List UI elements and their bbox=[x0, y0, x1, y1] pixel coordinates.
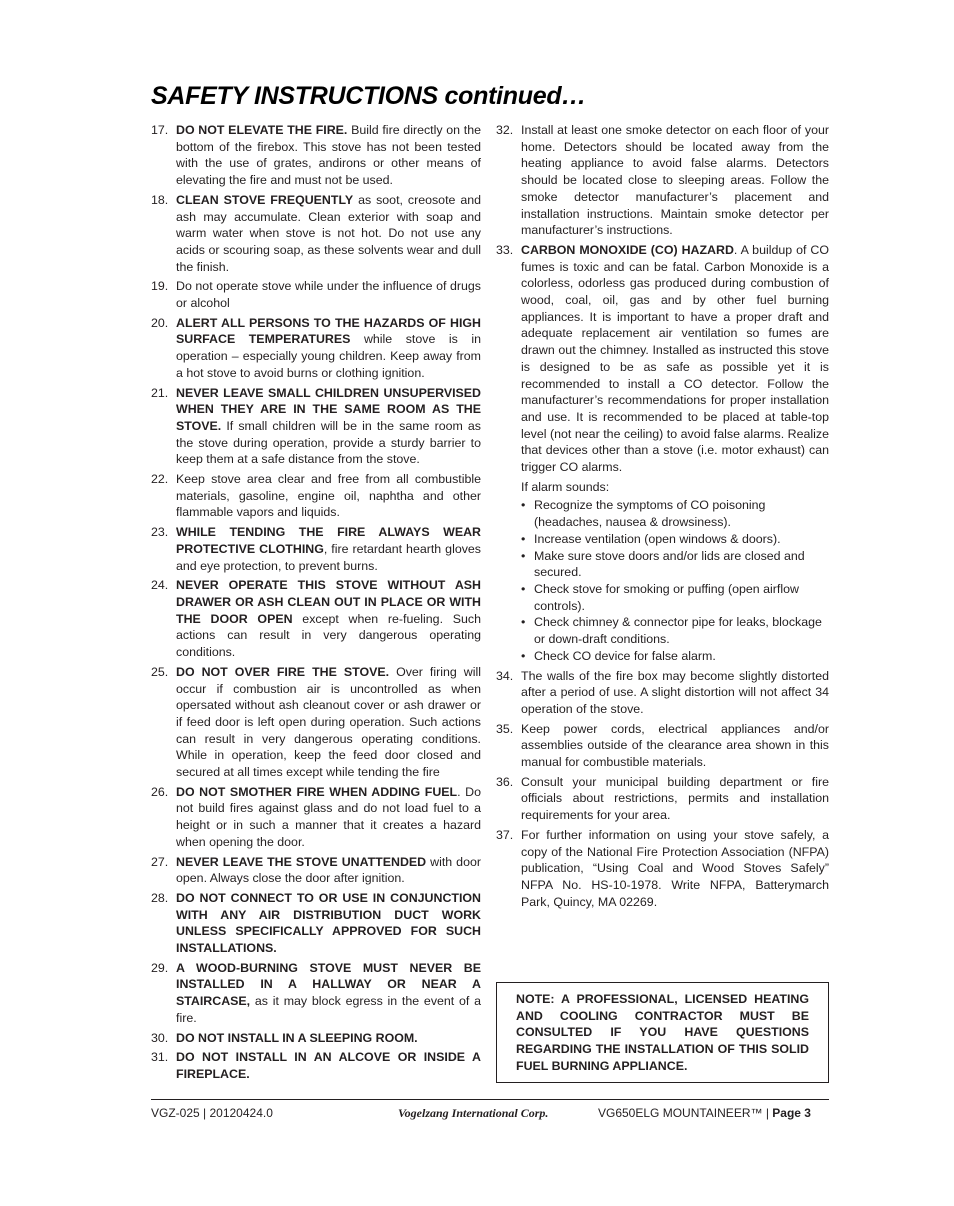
footer-doc-code: VGZ-025 | 20120424.0 bbox=[151, 1106, 273, 1120]
item-bold-heading: NEVER OPERATE THIS STOVE WITHOUT ASH DRAWER OR ASH CLEAN OUT IN PLACE OR WITH THE DOOR OPEN bbox=[176, 578, 481, 626]
safety-item bbox=[151, 471, 481, 521]
contractor-note-box: NOTE: A PROFESSIONAL, LICENSED HEATING AND COOLING CONTRACTOR MUST BE CONSULTED IF YOU HAVE QUESTIONS REGARDING THE INSTALLATION OF THIS SOLID FUEL BURNING APPLIANCE. bbox=[496, 982, 829, 1083]
safety-item bbox=[151, 960, 481, 1027]
safety-item bbox=[151, 577, 481, 661]
item-text bbox=[176, 890, 481, 957]
bullet-text: Check CO device for false alarm. bbox=[534, 648, 716, 663]
alarm-bullet-list bbox=[496, 497, 829, 664]
safety-item bbox=[151, 1030, 481, 1047]
safety-item bbox=[496, 827, 829, 911]
item-bold-heading: CARBON MONOXIDE (CO) HAZARD bbox=[521, 242, 734, 257]
item-body: Over firing will occur if combustion air is uncontrolled as when opersated without ash cleanout cover or ash drawer or if feed door is left open during operation. Such actions can result in very dangerous operating conditions. While in operation, keep the feed door closed and secured at all times except while tending the fire bbox=[176, 664, 481, 780]
safety-item bbox=[151, 192, 481, 276]
item-text bbox=[176, 385, 481, 469]
item-text bbox=[176, 784, 481, 851]
item-number: 24. bbox=[151, 578, 169, 593]
footer-page-number: Page 3 bbox=[772, 1106, 811, 1120]
item-body: Consult your municipal building department or fire officials about restrictions, permits and installation requirements for your area. bbox=[521, 774, 829, 823]
item-text bbox=[521, 721, 829, 771]
item-text bbox=[521, 668, 829, 718]
item-body: while stove is in operation – especially young children. Keep away from a hot stove to avoid burns or clothing ignition. bbox=[176, 332, 481, 380]
item-number: 17. bbox=[151, 123, 169, 137]
alarm-bullet-item bbox=[496, 531, 829, 548]
footer-product-name: VG650ELG MOUNTAINEER™ | bbox=[598, 1106, 773, 1120]
item-number: 27. bbox=[151, 854, 169, 869]
bullet-dot-icon: • bbox=[521, 548, 526, 563]
item-text bbox=[176, 122, 481, 189]
alarm-bullet-item bbox=[496, 581, 829, 614]
item-body: . Do not build fires against glass and do not load fuel to a height or in such a manner that it creates a hazard when opening the door. bbox=[176, 784, 481, 849]
item-text bbox=[176, 315, 481, 382]
item-bold-heading: ALERT ALL PERSONS TO THE HAZARDS OF HIGH SURFACE TEMPERATURES bbox=[176, 315, 481, 347]
item-text bbox=[176, 664, 481, 781]
safety-item bbox=[151, 385, 481, 469]
item-body: The walls of the fire box may become slightly distorted after a period of use. A slight distortion will not affect 34 operation of the stove. bbox=[521, 668, 829, 716]
item-body: Keep stove area clear and free from all combustible materials, gasoline, engine oil, naphtha and other flammable vapors and liquids. bbox=[176, 472, 481, 520]
safety-item bbox=[496, 242, 829, 476]
item-number: 36. bbox=[496, 774, 514, 789]
item-bold-heading: WHILE TENDING THE FIRE ALWAYS WEAR PROTECTIVE CLOTHING bbox=[176, 525, 481, 556]
item-body: Build fire directly on the bottom of the firebox. This stove has not been tested with the use of grates, andirons or other means of elevating the fire and must not be used. bbox=[176, 123, 481, 188]
item-text bbox=[176, 278, 481, 311]
safety-item bbox=[496, 774, 829, 824]
safety-item bbox=[151, 524, 481, 574]
alarm-bullet-item bbox=[496, 648, 829, 665]
item-text bbox=[521, 827, 829, 911]
item-bold-heading: NEVER LEAVE THE STOVE UNATTENDED bbox=[176, 854, 427, 869]
safety-item bbox=[151, 784, 481, 851]
item-number: 28. bbox=[151, 890, 169, 905]
item-bold-heading: DO NOT OVER FIRE THE STOVE. bbox=[176, 664, 390, 679]
item-body: Do not operate stove while under the influence of drugs or alcohol bbox=[176, 279, 481, 311]
safety-item bbox=[151, 854, 481, 887]
bullet-dot-icon: • bbox=[521, 531, 526, 546]
bullet-text: Make sure stove doors and/or lids are closed and secured. bbox=[534, 548, 805, 580]
item-bold-heading: DO NOT SMOTHER FIRE WHEN ADDING FUEL bbox=[176, 784, 458, 799]
item-bold-heading: A WOOD-BURNING STOVE MUST NEVER BE INSTALLED IN A HALLWAY OR NEAR A STAIRCASE, bbox=[176, 960, 481, 1009]
item-text bbox=[176, 960, 481, 1027]
footer-divider bbox=[151, 1099, 829, 1100]
item-bold-heading: DO NOT INSTALL IN A SLEEPING ROOM. bbox=[176, 1030, 418, 1045]
item-number: 30. bbox=[151, 1030, 169, 1045]
item-text bbox=[176, 471, 481, 521]
item-number: 35. bbox=[496, 721, 514, 736]
page-title: SAFETY INSTRUCTIONS continued… bbox=[151, 82, 586, 110]
item-number: 21. bbox=[151, 385, 169, 400]
safety-item bbox=[496, 122, 829, 239]
item-number: 18. bbox=[151, 192, 169, 207]
item-text bbox=[176, 1030, 481, 1047]
safety-item bbox=[151, 1049, 481, 1082]
bullet-dot-icon: • bbox=[521, 498, 526, 513]
item-number: 29. bbox=[151, 960, 169, 975]
safety-item bbox=[151, 890, 481, 957]
alarm-bullet-item bbox=[496, 548, 829, 581]
bullet-dot-icon: • bbox=[521, 581, 526, 596]
item-body: with door open. Always close the door after ignition. bbox=[176, 854, 481, 886]
footer-product bbox=[598, 1106, 811, 1120]
item-body: except when re-fueling. Such actions can result in very dangerous operating conditions. bbox=[176, 611, 481, 660]
safety-item bbox=[496, 668, 829, 718]
item-body: Keep power cords, electrical appliances and/or assemblies outside of the clearance area shown in this manual for combustible materials. bbox=[521, 721, 829, 770]
item-body: as it may block egress in the event of a fire. bbox=[176, 994, 481, 1025]
item-number: 26. bbox=[151, 784, 169, 799]
safety-item bbox=[151, 278, 481, 311]
left-column bbox=[151, 122, 481, 1086]
bullet-text: Check chimney & connector pipe for leaks, blockage or down-draft conditions. bbox=[534, 615, 822, 647]
item-text bbox=[521, 122, 829, 239]
right-items-top bbox=[496, 122, 829, 476]
item-number: 34. bbox=[496, 668, 514, 683]
item-body: . A buildup of CO fumes is toxic and can be fatal. Carbon Monoxide is a colorless, odorless gas produced during combustion of wood, coal, oil, gas and by other fuel burning appliances. It is important to have a proper draft and adequate replacement air ventilation so fumes are drawn out the chimney. Installed as instructed this stove is designed to be as safe as possible yet it is recommended to install a CO detector. Follow the manufacturer’s recommendations for proper installation and use. It is recommended to be placed at table-top level (not near the ceiling) to avoid false alarms. Realize that devices other than a stove (i.e. motor exhaust) can trigger CO alarms. bbox=[521, 242, 829, 475]
item-body: If small children will be in the same room as the stove during operation, provide a sturdy barrier to keep them at a safe distance from the stove. bbox=[176, 418, 481, 467]
item-number: 25. bbox=[151, 664, 169, 679]
item-number: 19. bbox=[151, 279, 169, 294]
item-number: 32. bbox=[496, 123, 514, 137]
alarm-intro: If alarm sounds: bbox=[521, 479, 610, 494]
safety-item bbox=[151, 122, 481, 189]
item-bold-heading: NEVER LEAVE SMALL CHILDREN UNSUPERVISED WHEN THEY ARE IN THE SAME ROOM AS THE STOVE. bbox=[176, 385, 481, 433]
right-column bbox=[496, 122, 829, 913]
item-text bbox=[176, 192, 481, 276]
item-number: 31. bbox=[151, 1050, 169, 1065]
item-text bbox=[521, 774, 829, 824]
bullet-text: Increase ventilation (open windows & doors). bbox=[534, 531, 781, 546]
item-body: For further information on using your stove safely, a copy of the National Fire Protection Association (NFPA) publication, “Using Coal and Wood Stoves Safely” NFPA No. HS-10-1978. Write NFPA, Batterymarch Park, Quincy, MA 02269. bbox=[521, 827, 829, 909]
footer-company: Vogelzang International Corp. bbox=[398, 1106, 549, 1120]
item-number: 22. bbox=[151, 472, 169, 487]
right-items-bottom bbox=[496, 668, 829, 911]
safety-item bbox=[496, 721, 829, 771]
bullet-dot-icon: • bbox=[521, 615, 526, 630]
item-text bbox=[176, 1049, 481, 1082]
safety-item bbox=[151, 315, 481, 382]
safety-item bbox=[151, 664, 481, 781]
item-bold-heading: DO NOT ELEVATE THE FIRE. bbox=[176, 123, 348, 137]
item-bold-heading: CLEAN STOVE FREQUENTLY bbox=[176, 192, 354, 207]
bullet-dot-icon: • bbox=[521, 648, 526, 663]
bullet-text: Recognize the symptoms of CO poisoning (headaches, nausea & drowsiness). bbox=[534, 498, 766, 530]
item-body: , fire retardant hearth gloves and eye protection, to prevent burns. bbox=[176, 541, 481, 573]
item-text bbox=[176, 854, 481, 887]
item-text bbox=[176, 577, 481, 661]
item-number: 23. bbox=[151, 525, 169, 540]
item-text bbox=[176, 524, 481, 574]
item-bold-heading: DO NOT CONNECT TO OR USE IN CONJUNCTION WITH ANY AIR DISTRIBUTION DUCT WORK UNLESS SPECIFICALLY APPROVED FOR SUCH INSTALLATIONS. bbox=[176, 890, 481, 956]
item-number: 37. bbox=[496, 827, 514, 842]
item-number: 20. bbox=[151, 315, 169, 330]
item-body: Install at least one smoke detector on each floor of your home. Detectors should be located away from the heating appliance to avoid false alarms. Detectors should be located close to sleeping areas. Follow the smoke detector manufacturer’s placement and installation instructions. Maintain smoke detector per manufacturer’s instructions. bbox=[521, 123, 829, 238]
alarm-bullet-item bbox=[496, 614, 829, 647]
item-text bbox=[521, 242, 829, 476]
item-number: 33. bbox=[496, 242, 514, 257]
item-bold-heading: DO NOT INSTALL IN AN ALCOVE OR INSIDE A FIREPLACE. bbox=[176, 1050, 481, 1081]
alarm-bullet-item bbox=[496, 497, 829, 530]
item-body: as soot, creosote and ash may accumulate. Clean exterior with soap and warm water when stove is not hot. Do not use any acids or scouring soap, as these solvents wear and dull the finish. bbox=[176, 192, 481, 274]
bullet-text: Check stove for smoking or puffing (open airflow controls). bbox=[534, 581, 799, 613]
